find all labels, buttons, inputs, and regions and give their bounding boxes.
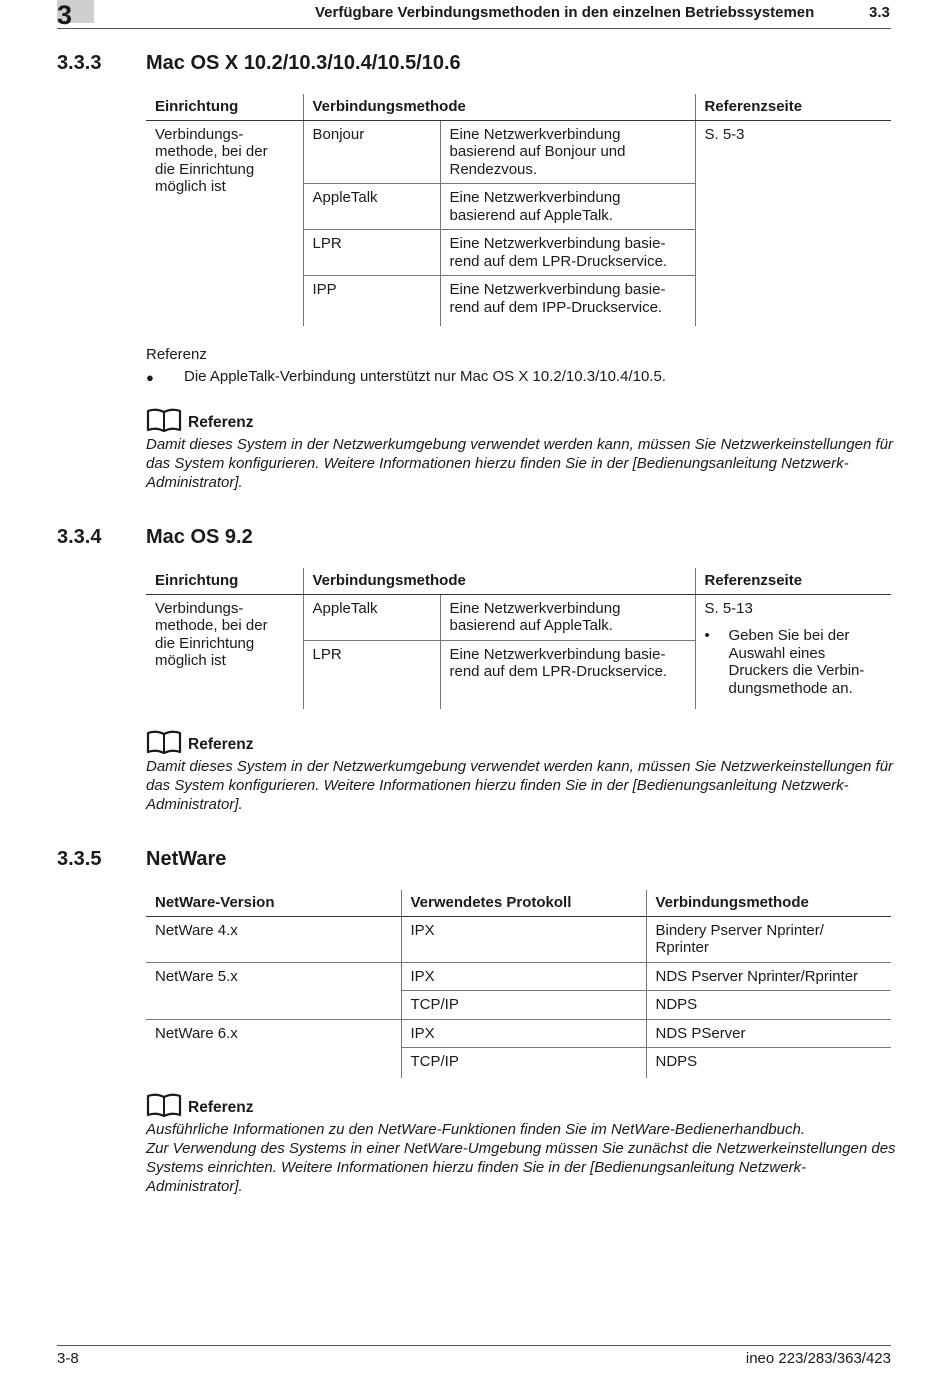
column-header: Einrichtung: [146, 94, 303, 120]
footer-rule: [57, 1345, 891, 1346]
section-number-335: 3.3.5: [57, 848, 102, 870]
column-header: NetWare-Version: [146, 890, 401, 916]
protocol-cell: IPX: [401, 1019, 646, 1048]
reference-list: [705, 627, 883, 697]
method-cell: IPP: [303, 276, 440, 327]
table-row: [146, 1019, 891, 1048]
reference-text: Zur Verwendung des Systems in einer NetWare-Umgebung müssen Sie zunächst die Netzwerkeinstellungen des Systems einrichten. Weitere Informationen hierzu finden Sie in der [Bedienungsanleitung Netzwerk-Administrator].: [146, 1140, 896, 1196]
description-cell: Eine Netzwerkverbindung basierend auf Bonjour und Rendezvous.: [440, 120, 695, 184]
column-header: Referenzseite: [695, 94, 891, 120]
reference-bullet: • Geben Sie bei der Auswahl eines Druckers die Verbin- dungsmethode an.: [705, 627, 883, 697]
table-netware: [146, 890, 891, 1078]
header-section: 3.3: [869, 4, 890, 21]
table-row: [146, 916, 891, 962]
book-icon: [146, 730, 182, 754]
method-cell: AppleTalk: [303, 594, 440, 640]
protocol-cell: IPX: [401, 916, 646, 962]
reference-heading: Referenz: [188, 1099, 254, 1116]
method-cell: NDPS: [646, 1048, 891, 1078]
page-number: 3-8: [57, 1350, 79, 1367]
description-cell: Eine Netzwerkverbindung basie- rend auf dem LPR-Druckservice.: [440, 640, 695, 709]
description-cell: Eine Netzwerkverbindung basie- rend auf dem IPP-Druckservice.: [440, 276, 695, 327]
reference-text: Damit dieses System in der Netzwerkumgebung verwendet werden kann, müssen Sie Netzwerkeinstellungen für das System konfigurieren. Weitere Informationen hierzu finden Sie in der [Bedienungsanleitung Netzwerk-Administrator].: [146, 758, 894, 814]
method-cell: LPR: [303, 640, 440, 709]
protocol-cell: TCP/IP: [401, 1048, 646, 1078]
method-cell: NDS PServer: [646, 1019, 891, 1048]
description-cell: Eine Netzwerkverbindung basie- rend auf dem LPR-Druckservice.: [440, 230, 695, 276]
column-header: Verbindungsmethode: [303, 94, 695, 120]
column-header: Einrichtung: [146, 568, 303, 594]
reference-page: S. 5-13: [704, 599, 753, 617]
version-cell: NetWare 6.x: [146, 1019, 401, 1078]
section-number-334: 3.3.4: [57, 526, 102, 548]
method-cell: Bonjour: [303, 120, 440, 184]
chapter-number: 3: [57, 0, 73, 30]
reference-page-cell: [695, 594, 891, 709]
protocol-cell: TCP/IP: [401, 991, 646, 1020]
table-macosx: [146, 94, 891, 326]
header-rule: [57, 28, 891, 29]
table-macos9: [146, 568, 891, 709]
version-cell: NetWare 4.x: [155, 921, 238, 939]
setup-cell: Verbindungs- methode, bei der die Einrichtung möglich ist: [155, 599, 268, 669]
section-title-334: Mac OS 9.2: [146, 526, 253, 548]
note-label: Referenz: [146, 346, 207, 363]
reference-page-cell: S. 5-3: [695, 120, 891, 326]
method-cell: NDPS: [646, 991, 891, 1020]
section-title-333: Mac OS X 10.2/10.3/10.4/10.5/10.6: [146, 52, 461, 74]
model-name: ineo 223/283/363/423: [745, 1350, 891, 1367]
method-cell: Bindery Pserver Nprinter/ Rprinter: [646, 916, 891, 962]
reference-text: Damit dieses System in der Netzwerkumgebung verwendet werden kann, müssen Sie Netzwerkeinstellungen für das System konfigurieren. Weitere Informationen hierzu finden Sie in der [Bedienungsanleitung Netzwerk-Administrator].: [146, 436, 894, 492]
bullet-dot: ●: [146, 370, 154, 385]
reference-heading: Referenz: [188, 414, 254, 431]
column-header: Referenzseite: [695, 568, 891, 594]
section-title-335: NetWare: [146, 848, 227, 870]
book-icon: [146, 408, 182, 432]
protocol-cell: IPX: [401, 962, 646, 991]
setup-cell: Verbindungs- methode, bei der die Einrichtung möglich ist: [155, 125, 268, 195]
reference-heading: Referenz: [188, 736, 254, 753]
description-cell: Eine Netzwerkverbindung basierend auf AppleTalk.: [440, 594, 695, 640]
table-row: [146, 962, 891, 991]
column-header: Verbindungsmethode: [303, 568, 695, 594]
header-title: Verfügbare Verbindungsmethoden in den einzelnen Betriebssystemen: [315, 4, 815, 21]
note-bullet: Die AppleTalk-Verbindung unterstützt nur Mac OS X 10.2/10.3/10.4/10.5.: [184, 368, 666, 385]
column-header: Verbindungsmethode: [646, 890, 891, 916]
version-cell: NetWare 5.x: [146, 962, 401, 1019]
book-icon: [146, 1093, 182, 1117]
method-cell: LPR: [303, 230, 440, 276]
reference-text: Ausführliche Informationen zu den NetWare-Funktionen finden Sie im NetWare-Bedienerhandbuch.: [146, 1121, 805, 1138]
method-cell: AppleTalk: [303, 184, 440, 230]
section-number-333: 3.3.3: [57, 52, 102, 74]
description-cell: Eine Netzwerkverbindung basierend auf AppleTalk.: [440, 184, 695, 230]
column-header: Verwendetes Protokoll: [401, 890, 646, 916]
method-cell: NDS Pserver Nprinter/Rprinter: [646, 962, 891, 991]
